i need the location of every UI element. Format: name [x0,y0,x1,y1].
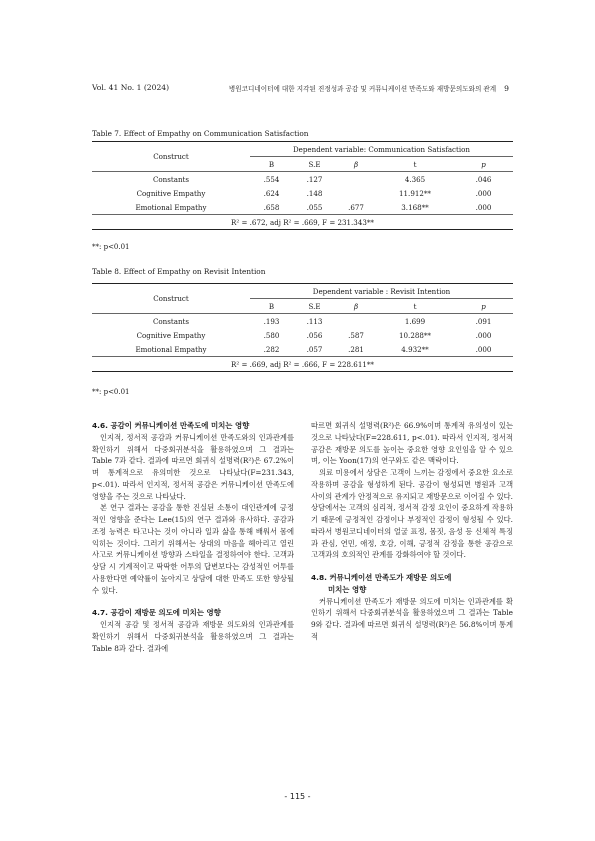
table7-cell-t: 4.365 [376,172,454,187]
table7-caption: Table 7. Effect of Empathy on Communication Satisfaction [92,129,309,138]
table7-construct-header: Construct [92,142,250,172]
table7-cell-p: .000 [475,188,492,198]
table7-col-t: t [413,159,417,169]
table8-col-se: S.E [308,301,321,311]
page-number-footer: - 115 - [284,792,311,801]
table7-cell-b: .658 [263,202,280,212]
table8-cell-construct: Emotional Empathy [135,344,207,354]
table7-col-b: B [268,159,275,169]
table8-col-p: p [481,301,486,311]
table7-cell-b: .624 [263,188,280,198]
table8-cell-b: .193 [250,314,293,329]
table8-dv-header: Dependent variable : Revisit Intention [250,284,513,299]
table7-note: **: p<0.01 [92,243,130,251]
table8-col-b: B [268,301,275,311]
table8-cell-se: .056 [306,330,323,340]
section-4-7-paragraph-2: 의료 미용에서 상담은 고객이 느끼는 감정에서 중요한 요소로 작용하며 공감을 형성하게 된다. 공감이 형성되면 병원과 고객 사이의 관계가 안정적으로 유지되고 재방문으로 이어질 수 있다. 상담에서는 고객의 심리적, 정서적 감정 요인이 중요하게 작용하기 때문에 긍정적인 감정이나 부정적인 감정이 형성될 수 있다. 따라서 병원코디네이터의 얼굴 표정, 몸짓, 음성 등 신체적 특징과 관심, 연민, 애정, 호감, 이해, 긍정적 감정을 통한 공감으로 고객과의 호의적인 관계를 강화하여야 할 것이다. [311,468,513,560]
table8-cell-t: 4.932** [401,344,429,354]
section-4-8-heading-line2: 미치는 영향 [328,584,367,594]
table8-cell-beta: .587 [348,330,364,340]
section-4-8-heading-line1: 4.8. 커뮤니케이션 만족도가 재방문 의도에 [311,573,452,582]
table8-construct-header: Construct [92,284,250,314]
table7-cell-b: .554 [250,172,293,187]
table8-cell-p: .000 [475,330,492,340]
table8-cell-construct: Constants [92,314,250,329]
table8-row [92,328,513,342]
right-column [311,420,513,643]
section-4-6-paragraph-1: 인지적, 정서적 공감과 커뮤니케이션 만족도와의 인과관계를 확인하기 위해서 다중회귀분석을 활용하였으며 그 결과는 Table 7과 같다. 결과에 따르면 회귀식 설명력(R²)은 67.2%이며 통계적으로 유의미한 것으로 나타났다(F=231.343, p<.01). 따라서 인지적, 정서적 공감은 커뮤니케이션 만족도에 영향을 주는 것으로 나타났다. [92,432,294,501]
table8-caption: Table 8. Effect of Empathy on Revisit Intention [92,267,266,276]
table8-cell-t: 10.288** [399,330,431,340]
table7-cell-se: .127 [293,172,336,187]
table7-col-beta: β [353,159,359,169]
running-title-text: 병원코디네이터에 대한 지각된 진정성과 공감 및 커뮤니케이션 만족도와 재방문의도와의 관계 [228,85,497,93]
table7-cell-t: 11.912** [399,188,431,198]
table7-cell-construct: Constants [92,172,250,187]
section-4-7-paragraph-cont: 따르면 회귀식 설명력(R²)은 66.9%이며 통계적 유의성이 있는 것으로 나타났다(F=228.611, p<.01). 따라서 인지적, 정서적 공감은 재방문 의도를 높이는 중요한 영향 요인임을 알 수 있으며, 이는 Yoon(17)의 연구와도 같은 맥락이다. [311,421,513,466]
table8-row [92,314,513,329]
table8 [92,283,513,372]
table8-cell-beta [336,314,376,329]
table7-cell-p: .046 [454,172,513,187]
section-4-8-heading [311,572,513,596]
table8-col-t: t [413,301,417,311]
table7-row [92,172,513,187]
table7-cell-construct: Cognitive Empathy [136,188,206,198]
table7-cell-construct: Emotional Empathy [135,202,207,212]
table7 [92,141,513,230]
header-page-number: 9 [504,84,509,93]
table8-col-beta: β [353,301,359,311]
table8-cell-p: .000 [475,344,492,354]
table7-cell-t: 3.168** [401,202,429,212]
table8-summary: R² = .669, adj R² = .666, F = 228.611** [92,357,513,372]
table7-dv-header: Dependent variable: Communication Satisfaction [250,142,513,157]
table8-cell-t: 1.699 [376,314,454,329]
table8-cell-se: .113 [293,314,336,329]
table8-cell-construct: Cognitive Empathy [136,330,206,340]
left-column [92,420,294,654]
table7-cell-beta: .677 [348,202,364,212]
table7-summary: R² = .672, adj R² = .669, F = 231.343** [92,215,513,230]
section-4-6-heading: 4.6. 공감이 커뮤니케이션 만족도에 미치는 영향 [92,421,250,430]
table7-cell-beta [336,172,376,187]
running-title [229,83,509,93]
journal-volume: Vol. 41 No. 1 (2024) [92,83,170,92]
table8-cell-b: .580 [263,330,280,340]
table7-row [92,186,513,200]
table7-col-p: p [481,159,486,169]
table7-cell-se: .055 [306,202,323,212]
section-4-7-heading: 4.7. 공감이 재방문 의도에 미치는 영향 [92,608,221,618]
table8-cell-p: .091 [454,314,513,329]
section-4-8-paragraph-1: 커뮤니케이션 만족도가 재방문 의도에 미치는 인과관계를 확인하기 위해서 다중회귀분석을 활용하였으며 그 결과는 Table 9와 같다. 결과에 따르면 회귀식 설명력(R²)은 56.8%이며 통계적 [311,596,513,641]
table8-note: **: p<0.01 [92,388,130,396]
table7-cell-se: .148 [306,188,323,198]
table7-cell-beta [336,186,376,200]
table8-cell-b: .282 [263,344,280,354]
section-4-6-paragraph-2: 본 연구 결과는 공감을 통한 진실된 소통이 대인관계에 긍정적인 영향을 준다는 Lee(15)의 연구 결과와 유사하다. 공감과 조정 능력은 타고나는 것이 아니라 일과 삶을 통해 배워서 몸에 익히는 것이다. 그러기 위해서는 상대의 마음을 헤아리고 열린 사고로 커뮤니케이션 방향과 스타일을 결정하여야 한다. 고객과 상담 시 기계적이고 딱딱한 어투의 답변보다는 감성적인 어투를 사용한다면 예약률이 높아지고 상담에 대한 만족도 또한 향상될 수 있다. [92,503,294,595]
table7-row [92,200,513,215]
table8-row [92,342,513,357]
table8-cell-se: .057 [306,344,323,354]
table7-cell-p: .000 [475,202,492,212]
section-4-7-paragraph-1: 인지적 공감 및 정서적 공감과 재방문 의도와의 인과관계를 확인하기 위해서 다중회귀분석을 활용하였으며 그 결과는 Table 8과 같다. 결과에 [92,620,294,653]
table8-cell-beta: .281 [348,344,364,354]
table7-col-se: S.E [308,159,321,169]
